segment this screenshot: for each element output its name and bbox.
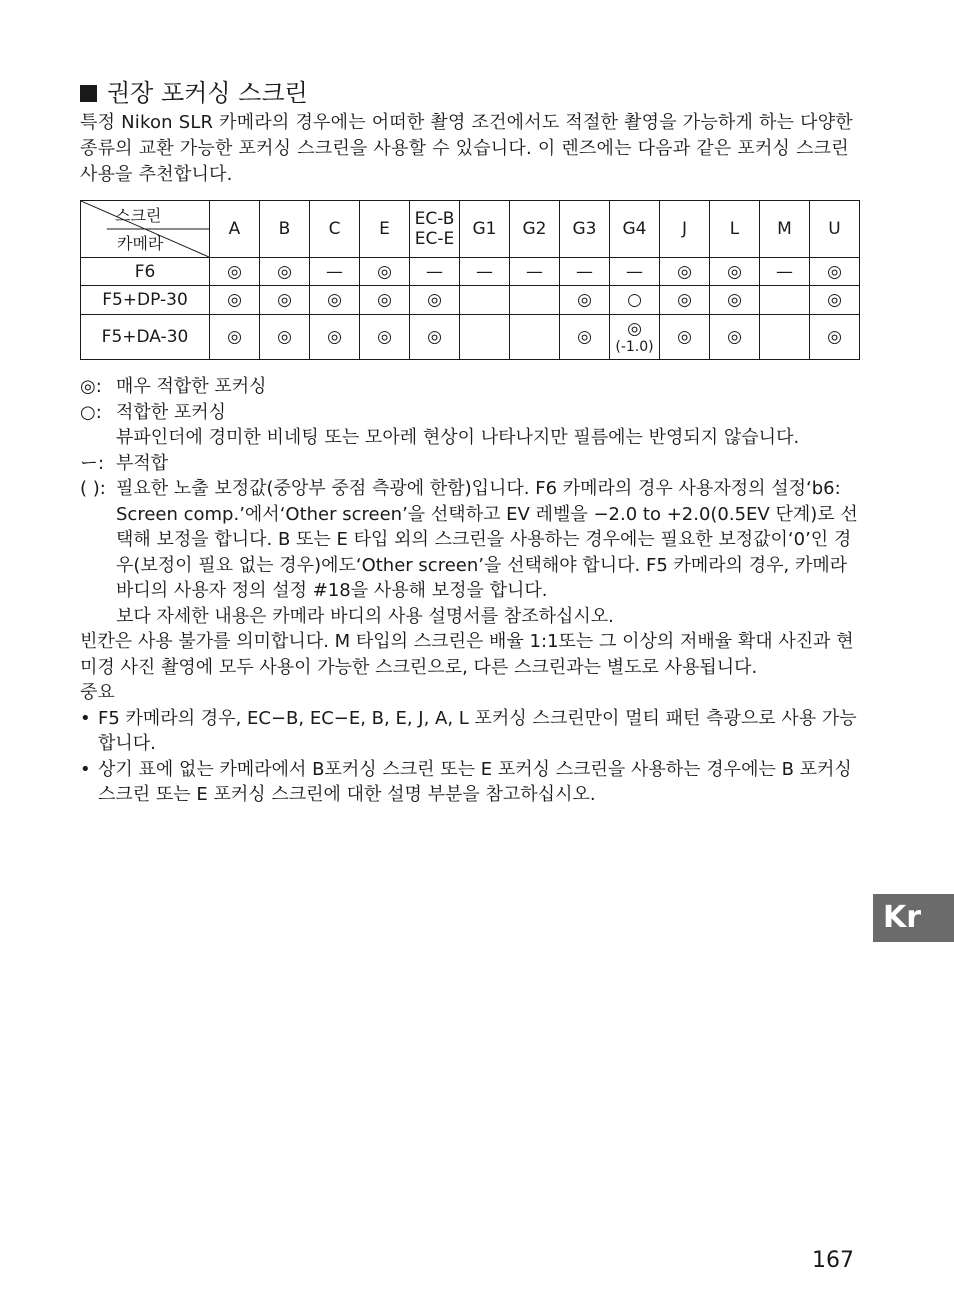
table-cell xyxy=(810,315,860,360)
list-item xyxy=(80,757,860,808)
cell-symbol: — xyxy=(576,261,593,282)
column-header: C xyxy=(310,201,360,258)
compensation-note: (-1.0) xyxy=(615,339,654,355)
cell-symbol: ◎ xyxy=(577,290,592,310)
legend-good-text: 적합한 포커싱 xyxy=(116,401,227,423)
table-cell xyxy=(410,315,460,360)
cell-symbol: ◎ xyxy=(277,290,292,310)
table-corner-cell xyxy=(81,201,210,258)
cell-symbol: ◎ xyxy=(677,327,692,347)
cell-symbol: ◎ xyxy=(427,290,442,310)
table-cell xyxy=(710,315,760,360)
legend-excellent-text: 매우 적합한 포커싱 xyxy=(116,376,267,397)
bullet-icon: • xyxy=(80,758,91,780)
cell-symbol: ◎ xyxy=(727,290,742,310)
cell-symbol: — xyxy=(776,261,793,282)
column-header: B xyxy=(260,201,310,258)
double-circle-icon: ◎: xyxy=(80,376,102,397)
table-cell xyxy=(810,258,860,286)
cell-symbol: ○ xyxy=(627,290,642,310)
cell-symbol: — xyxy=(526,261,543,282)
legend-unsuitable-text: 부적합 xyxy=(116,452,169,474)
column-header: EC-B EC-E xyxy=(410,201,460,258)
cell-symbol: ◎ xyxy=(627,319,642,339)
intro-paragraph: 특정 Nikon SLR 카메라의 경우에는 어떠한 촬영 조건에서도 적절한 촬영을 가능하게 하는 다양한 종류의 교환 가능한 포커싱 스크린을 사용할 수 있습니다. 이 렌즈에는 다음과 같은 포커싱 스크린 사용을 추천합니다. xyxy=(80,112,853,185)
cell-symbol: ◎ xyxy=(677,290,692,310)
camera-cell: F6 xyxy=(81,258,210,286)
table-cell xyxy=(560,315,610,360)
table-cell xyxy=(660,315,710,360)
table-cell xyxy=(310,286,360,315)
page-number: 167 xyxy=(812,1248,854,1273)
section-title-text: 권장 포커싱 스크린 xyxy=(107,79,308,107)
table-cell xyxy=(310,315,360,360)
table-cell xyxy=(510,286,560,315)
cell-symbol: ◎ xyxy=(227,290,242,310)
cell-symbol: ◎ xyxy=(727,327,742,347)
legend-parentheses-detail: 보다 자세한 내용은 카메라 바디의 사용 설명서를 참조하십시오. xyxy=(116,605,614,627)
table-cell xyxy=(610,286,660,315)
column-header: M xyxy=(760,201,810,258)
table-cell xyxy=(760,315,810,360)
cell-symbol: ◎ xyxy=(277,327,292,347)
dash-icon: ー: xyxy=(80,452,105,474)
table-cell xyxy=(760,286,810,315)
cell-symbol: ◎ xyxy=(327,290,342,310)
table-row xyxy=(81,315,860,360)
legend-unsuitable xyxy=(80,451,860,477)
legend-parentheses xyxy=(80,476,860,604)
table-cell xyxy=(660,258,710,286)
table-cell xyxy=(610,315,660,360)
corner-label-screen: 스크린 xyxy=(115,206,162,225)
cell-symbol: ◎ xyxy=(377,327,392,347)
table-cell xyxy=(360,315,410,360)
table-cell xyxy=(510,258,560,286)
cell-symbol: ◎ xyxy=(377,290,392,310)
table-cell xyxy=(710,258,760,286)
table-cell xyxy=(810,286,860,315)
table-cell xyxy=(210,315,260,360)
cell-symbol: ◎ xyxy=(277,261,292,282)
cell-symbol: ◎ xyxy=(827,261,842,282)
table-cell xyxy=(260,258,310,286)
legend-excellent xyxy=(80,374,860,400)
table-cell xyxy=(460,286,510,315)
cell-symbol: ◎ xyxy=(227,261,242,282)
cell-symbol: ◎ xyxy=(727,261,742,282)
cell-symbol: — xyxy=(426,261,443,282)
cell-symbol: ◎ xyxy=(827,290,842,310)
legend-parentheses-text: 필요한 노출 보정값(중앙부 중점 측광에 한함)입니다. F6 카메라의 경우 사용자정의 설정‘b6: Screen comp.’에서‘Other screen’을 선택하고 EV 레벨을 −2.0 to +2.0(0.5EV 단계)로 선택해 보정을 합니다. B 또는 E 타입 외의 스크린을 사용하는 경우에는 필요한 보정값이‘0’인 경우(보정이 필요 없는 경우)에도‘Other screen’을 선택해야 합니다. F5 카메라의 경우, 카메라 바디의 사용자 정의 설정 #18을 사용해 보정을 합니다. xyxy=(116,478,858,601)
table-row xyxy=(81,286,860,315)
bullet-icon: • xyxy=(80,707,91,729)
legend-good xyxy=(80,400,860,426)
cell-symbol: ◎ xyxy=(427,327,442,347)
table-cell xyxy=(410,258,460,286)
important-heading: 중요 xyxy=(80,682,115,703)
cell-symbol: — xyxy=(326,261,343,282)
column-header: U xyxy=(810,201,860,258)
cell-symbol: ◎ xyxy=(677,261,692,282)
column-header: J xyxy=(660,201,710,258)
table-cell xyxy=(710,286,760,315)
bullet-text: F5 카메라의 경우, EC−B, EC−E, B, E, J, A, L 포커싱 스크린만이 멀티 패턴 측광으로 사용 가능합니다. xyxy=(98,707,857,754)
cell-symbol: ◎ xyxy=(227,327,242,347)
important-list xyxy=(80,706,860,808)
cell-symbol: — xyxy=(476,261,493,282)
cell-symbol: — xyxy=(626,261,643,282)
column-header: L xyxy=(710,201,760,258)
list-item xyxy=(80,706,860,757)
cell-symbol: ◎ xyxy=(827,327,842,347)
table-cell xyxy=(210,258,260,286)
section-title xyxy=(80,76,860,110)
legend-good-detail: 뷰파인더에 경미한 비네팅 또는 모아레 현상이 나타나지만 필름에는 반영되지 않습니다. xyxy=(116,427,800,448)
table-cell xyxy=(560,258,610,286)
table-cell xyxy=(360,286,410,315)
bullet-text: 상기 표에 없는 카메라에서 B포커싱 스크린 또는 E 포커싱 스크린을 사용하는 경우에는 B 포커싱 스크린 또는 E 포커싱 스크린에 대한 설명 부분을 참고하십시오. xyxy=(98,758,852,805)
table-cell xyxy=(460,315,510,360)
table-cell xyxy=(760,258,810,286)
page-content xyxy=(80,76,860,808)
table-cell xyxy=(510,315,560,360)
table-cell xyxy=(460,258,510,286)
column-header: G2 xyxy=(510,201,560,258)
parentheses-mark: ( ): xyxy=(80,478,106,499)
table-cell xyxy=(210,286,260,315)
table-cell xyxy=(260,286,310,315)
corner-label-camera: 카메라 xyxy=(117,234,164,253)
legend xyxy=(80,374,860,808)
table-cell xyxy=(610,258,660,286)
language-tab: Kr xyxy=(873,894,954,942)
circle-icon: ○: xyxy=(80,401,102,423)
camera-cell: F5+DA-30 xyxy=(81,315,210,360)
camera-cell: F5+DP-30 xyxy=(81,286,210,315)
column-header: G4 xyxy=(610,201,660,258)
blank-cell-note: 빈칸은 사용 불가를 의미합니다. M 타입의 스크린은 배율 1:1또는 그 이상의 저배율 확대 사진과 현미경 사진 촬영에 모두 사용이 가능한 스크린으로, 다른 스크린과는 별도로 사용됩니다. xyxy=(80,631,854,678)
table-cell xyxy=(660,286,710,315)
table-cell xyxy=(560,286,610,315)
cell-symbol: ◎ xyxy=(577,327,592,347)
table-row xyxy=(81,258,860,286)
focusing-screen-table xyxy=(80,200,860,360)
column-header: G3 xyxy=(560,201,610,258)
column-header: E xyxy=(360,201,410,258)
black-square-icon xyxy=(80,85,97,102)
table-cell xyxy=(360,258,410,286)
table-cell xyxy=(260,315,310,360)
column-header: A xyxy=(210,201,260,258)
column-header: G1 xyxy=(460,201,510,258)
table-cell xyxy=(310,258,360,286)
table-cell xyxy=(410,286,460,315)
cell-symbol: ◎ xyxy=(377,261,392,282)
cell-symbol: ◎ xyxy=(327,327,342,347)
table-header-row xyxy=(81,201,860,258)
